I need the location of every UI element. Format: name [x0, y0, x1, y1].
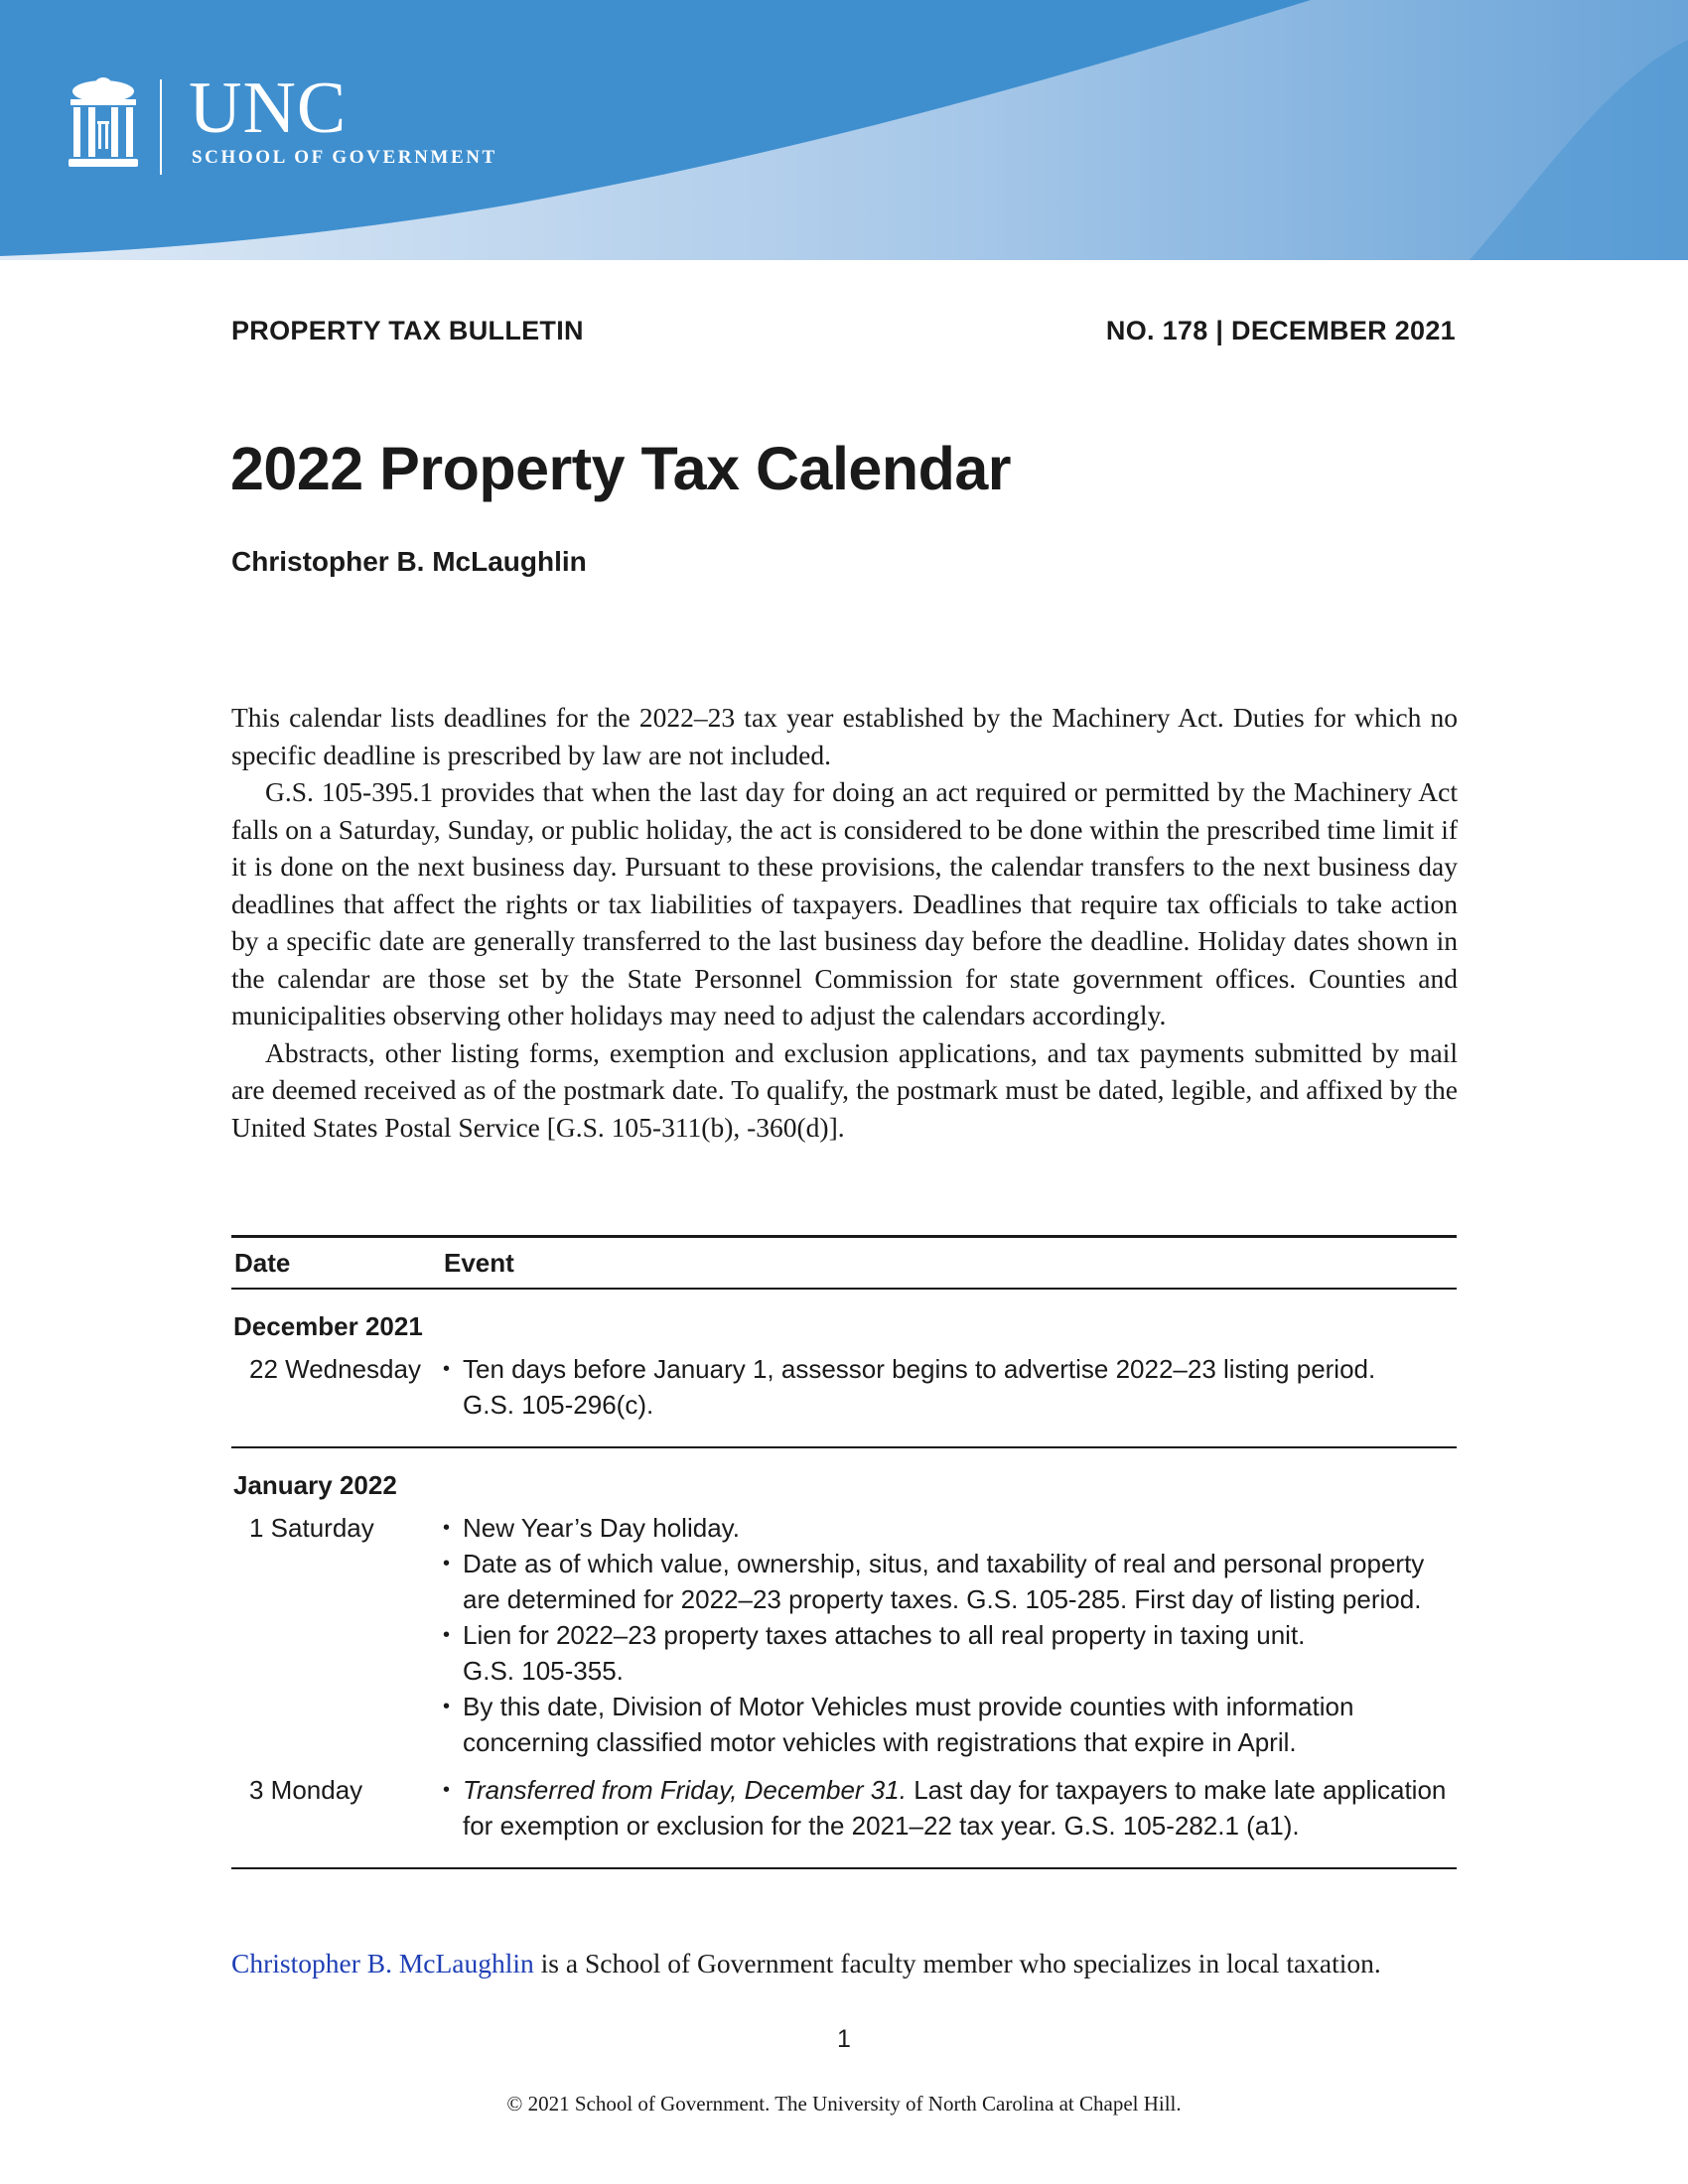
event-text: Date as of which value, ownership, situs, and taxability of real and personal property are determined for 2022–23 property taxes. G.S. 105-285. First day of listing period.: [463, 1549, 1425, 1614]
calendar-header: [231, 1235, 1457, 1290]
event-text: Lien for 2022–23 property taxes attaches to all real property in taxing unit.: [463, 1620, 1306, 1650]
event-item: [440, 1546, 1457, 1617]
event-list: [440, 1772, 1457, 1843]
author-bio-text: is a School of Government faculty member who specializes in local taxation.: [540, 1948, 1381, 1979]
column-header-date: Date: [234, 1248, 291, 1278]
document-title: 2022 Property Tax Calendar: [230, 435, 1012, 502]
column-header-event: Event: [444, 1248, 514, 1278]
document-author: Christopher B. McLaughlin: [231, 546, 587, 577]
header-banner: [0, 0, 1688, 260]
old-well-icon: [68, 77, 139, 172]
transfer-note: Transferred from Friday, December 31.: [463, 1775, 907, 1805]
event-item: [440, 1772, 1457, 1843]
calendar-month: [231, 1448, 1457, 1869]
calendar-month: [231, 1290, 1457, 1448]
page-number: 1: [837, 2025, 851, 2053]
intro-paragraph: G.S. 105-395.1 provides that when the last day for doing an act required or permitted by the Machinery Act falls on a Saturday, Sunday, or public holiday, the act is considered to be done within the prescribed time limit if it is done on the next business day. Pursuant to these provisions, the calendar transfers to the next business day deadlines that affect the rights or tax liabilities of taxpayers. Deadlines that require tax officials to take action by a specific date are generally transferred to the last business day before the deadline. Holiday dates shown in the calendar are those set by the State Personnel Commission for state government offices. Counties and municipalities observing other holidays may need to adjust the calendars accordingly.: [231, 776, 1458, 1030]
logo-school-name: SCHOOL OF GOVERNMENT: [192, 147, 497, 168]
month-heading: January 2022: [233, 1470, 397, 1500]
event-text: By this date, Division of Motor Vehicles must provide counties with information concerning classified motor vehicles with registrations that expire in April.: [463, 1692, 1354, 1757]
event-item: [440, 1617, 1457, 1689]
intro-paragraph: This calendar lists deadlines for the 2022–23 tax year established by the Machinery Act. Duties for which no specific deadline is prescribed by law are not included.: [231, 702, 1458, 770]
logo-wordmark: UNC: [189, 68, 348, 149]
event-citation: G.S. 105-355.: [463, 1656, 624, 1686]
day-label: 22 Wednesday: [249, 1354, 421, 1384]
event-item: [440, 1510, 1457, 1546]
bulletin-issue: NO. 178 | DECEMBER 2021: [1105, 316, 1456, 345]
event-list: [440, 1510, 1457, 1760]
event-text: New Year’s Day holiday.: [463, 1513, 740, 1543]
author-bio-link[interactable]: Christopher B. McLaughlin: [231, 1948, 534, 1979]
month-heading: December 2021: [233, 1311, 423, 1341]
event-list: [440, 1351, 1457, 1423]
intro-text: [231, 699, 1458, 1146]
event-text: Last day for taxpayers to make late application for exemption or exclusion for the 2021–22 tax year. G.S. 105-282.1 (a1).: [463, 1775, 1447, 1841]
logo-divider: [160, 79, 162, 175]
author-bio: [231, 1948, 1381, 1979]
day-label: 3 Monday: [249, 1775, 363, 1805]
event-item: [440, 1351, 1457, 1423]
event-text: Ten days before January 1, assessor begins to advertise 2022–23 listing period.: [463, 1354, 1376, 1384]
calendar-table: [231, 1235, 1457, 1869]
day-label: 1 Saturday: [249, 1513, 374, 1543]
event-item: [440, 1689, 1457, 1760]
intro-paragraph: Abstracts, other listing forms, exemption and exclusion applications, and tax payments submitted by mail are deemed received as of the postmark date. To qualify, the postmark must be dated, legible, and affixed by the United States Postal Service [G.S. 105-311(b), -360(d)].: [231, 1036, 1458, 1143]
calendar-day: [231, 1351, 1457, 1423]
calendar-day: [231, 1510, 1457, 1760]
event-citation: G.S. 105-296(c).: [463, 1390, 654, 1420]
bulletin-series: PROPERTY TAX BULLETIN: [231, 316, 584, 345]
calendar-day: [231, 1772, 1457, 1843]
copyright-notice: © 2021 School of Government. The University of North Carolina at Chapel Hill.: [506, 2092, 1182, 2116]
